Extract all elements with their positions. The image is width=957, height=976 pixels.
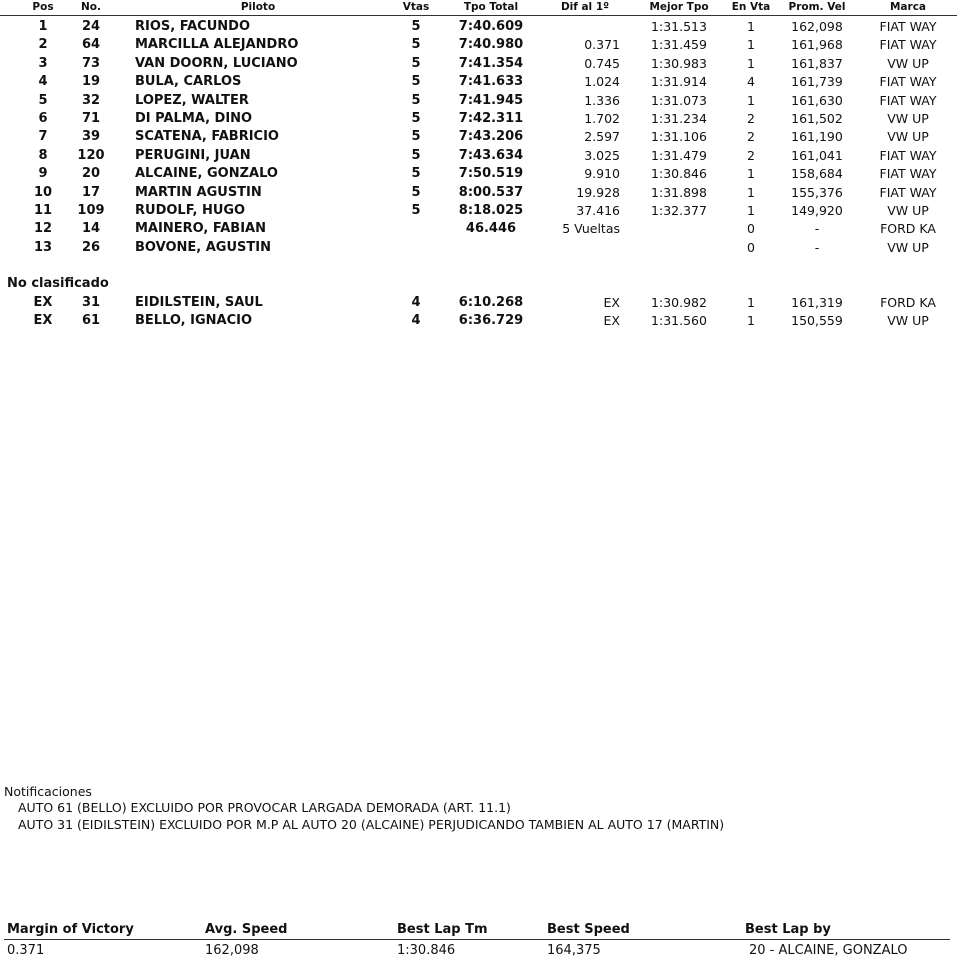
cell-piloto: BULA, CARLOS	[135, 74, 242, 90]
cell-en-vta: 1	[747, 37, 755, 53]
cell-piloto: BOVONE, AGUSTIN	[135, 239, 271, 255]
cell-no: 19	[81, 74, 101, 90]
cell-dif: EX	[603, 313, 620, 329]
cell-piloto: SCATENA, FABRICIO	[135, 129, 279, 145]
table-row	[0, 147, 957, 165]
summary-values	[4, 943, 950, 961]
cell-vtas: 4	[411, 295, 421, 310]
cell-marca: VW UP	[887, 202, 929, 218]
table-row	[0, 312, 957, 330]
cell-piloto: LOPEZ, WALTER	[135, 92, 249, 108]
summary-best-lap-by-value: 20 - ALCAINE, GONZALO	[749, 943, 908, 958]
cell-dif: 9.910	[584, 166, 620, 182]
cell-tpo-total: 7:43.206	[458, 129, 524, 145]
cell-prom-vel: 161,319	[791, 295, 843, 310]
cell-no: 73	[81, 55, 101, 71]
cell-mejor-tpo: 1:30.983	[651, 55, 707, 71]
cell-vtas: 5	[411, 202, 421, 218]
cell-tpo-total: 7:41.633	[458, 74, 524, 90]
cell-dif: 0.371	[584, 37, 620, 53]
notifications-section	[4, 784, 724, 834]
col-header-tpo-total: Tpo Total	[463, 1, 519, 13]
cell-prom-vel: -	[814, 239, 820, 255]
cell-vtas: 4	[411, 313, 421, 329]
cell-tpo-total: 7:40.609	[458, 19, 524, 34]
cell-tpo-total: 7:41.945	[458, 92, 524, 108]
table-row	[0, 92, 957, 110]
cell-pos: 10	[33, 184, 53, 200]
cell-no: 61	[81, 313, 101, 329]
cell-marca: VW UP	[887, 55, 929, 71]
cell-piloto: MARCILLA ALEJANDRO	[135, 37, 299, 53]
cell-en-vta: 1	[747, 92, 755, 108]
cell-marca: VW UP	[887, 129, 929, 145]
cell-vtas: 5	[411, 19, 421, 34]
summary-margin-value: 0.371	[7, 943, 45, 958]
cell-pos: 1	[38, 19, 48, 34]
cell-en-vta: 1	[747, 184, 755, 200]
cell-vtas: 5	[411, 129, 421, 145]
col-header-prom-vel: Prom. Vel	[788, 1, 846, 13]
summary-header-best-speed: Best Speed	[547, 922, 630, 937]
cell-mejor-tpo: 1:30.982	[651, 295, 707, 310]
cell-piloto: RIOS, FACUNDO	[135, 19, 250, 34]
cell-prom-vel: 161,837	[791, 55, 843, 71]
summary-best-lap-tm-value: 1:30.846	[397, 943, 456, 958]
cell-prom-vel: 162,098	[791, 19, 843, 34]
table-row	[0, 184, 957, 202]
cell-tpo-total: 8:18.025	[458, 202, 524, 218]
cell-no: 17	[81, 184, 101, 200]
cell-mejor-tpo: 1:31.914	[651, 74, 707, 90]
cell-dif: EX	[603, 295, 620, 310]
cell-vtas: 5	[411, 147, 421, 163]
table-row	[0, 128, 957, 146]
col-header-marca: Marca	[889, 1, 927, 13]
cell-en-vta: 2	[747, 129, 755, 145]
cell-piloto: ALCAINE, GONZALO	[135, 166, 278, 182]
cell-no: 109	[77, 202, 105, 218]
cell-marca: FIAT WAY	[879, 147, 937, 163]
cell-mejor-tpo: 1:31.898	[651, 184, 707, 200]
cell-pos: 8	[38, 147, 48, 163]
cell-no: 20	[81, 166, 101, 182]
cell-marca: FIAT WAY	[879, 74, 937, 90]
cell-prom-vel: -	[814, 221, 820, 237]
no-clasificado-title: No clasificado	[7, 276, 109, 291]
cell-no: 120	[77, 147, 105, 163]
cell-pos: 5	[38, 92, 48, 108]
cell-marca: VW UP	[887, 313, 929, 329]
cell-tpo-total: 8:00.537	[458, 184, 524, 200]
cell-en-vta: 2	[747, 147, 755, 163]
cell-prom-vel: 158,684	[791, 166, 843, 182]
cell-pos: 3	[38, 55, 48, 71]
cell-no: 64	[81, 37, 101, 53]
cell-mejor-tpo: 1:31.513	[651, 19, 707, 34]
cell-pos: 11	[33, 202, 53, 218]
cell-tpo-total: 7:41.354	[458, 55, 524, 71]
col-header-dif: Dif al 1º	[560, 1, 610, 13]
table-row	[0, 220, 957, 238]
summary-header-avg-speed: Avg. Speed	[205, 922, 288, 937]
results-table-body	[0, 18, 957, 257]
cell-marca: VW UP	[887, 239, 929, 255]
cell-no: 32	[81, 92, 101, 108]
cell-dif: 1.336	[584, 92, 620, 108]
cell-piloto: VAN DOORN, LUCIANO	[135, 55, 298, 71]
col-header-piloto: Piloto	[240, 1, 276, 13]
cell-en-vta: 1	[747, 166, 755, 182]
cell-dif: 1.702	[584, 110, 620, 126]
cell-en-vta: 1	[747, 295, 755, 310]
notifications-title: Notificaciones	[4, 784, 92, 799]
cell-en-vta: 0	[747, 221, 755, 237]
cell-pos: EX	[33, 313, 53, 329]
cell-dif: 19.928	[576, 184, 620, 200]
cell-mejor-tpo: 1:31.560	[651, 313, 707, 329]
col-header-en-vta: En Vta	[731, 1, 771, 13]
cell-mejor-tpo: 1:31.073	[651, 92, 707, 108]
cell-vtas: 5	[411, 92, 421, 108]
notification-line: AUTO 31 (EIDILSTEIN) EXCLUIDO POR M.P AL AUTO 20 (ALCAINE) PERJUDICANDO TAMBIEN AL AUTO 17 (MARTIN)	[18, 817, 725, 832]
cell-dif: 0.745	[584, 55, 620, 71]
cell-dif: 2.597	[584, 129, 620, 145]
cell-prom-vel: 149,920	[791, 202, 843, 218]
cell-pos: EX	[33, 295, 53, 310]
cell-prom-vel: 161,502	[791, 110, 843, 126]
cell-prom-vel: 161,630	[791, 92, 843, 108]
cell-dif: 3.025	[584, 147, 620, 163]
table-row	[0, 36, 957, 54]
cell-marca: FIAT WAY	[879, 184, 937, 200]
summary-header-best-lap-tm: Best Lap Tm	[397, 922, 488, 937]
cell-marca: FIAT WAY	[879, 166, 937, 182]
cell-mejor-tpo: 1:31.459	[651, 37, 707, 53]
cell-piloto: DI PALMA, DINO	[135, 110, 253, 126]
cell-en-vta: 1	[747, 55, 755, 71]
cell-en-vta: 2	[747, 110, 755, 126]
cell-no: 31	[81, 295, 101, 310]
summary-header-best-lap-by: Best Lap by	[745, 922, 831, 937]
cell-vtas: 5	[411, 55, 421, 71]
notification-line: AUTO 61 (BELLO) EXCLUIDO POR PROVOCAR LARGADA DEMORADA (ART. 11.1)	[18, 800, 511, 815]
cell-dif: 5 Vueltas	[562, 221, 620, 237]
cell-prom-vel: 161,190	[791, 129, 843, 145]
cell-piloto: MARTIN AGUSTIN	[135, 184, 262, 200]
cell-tpo-total: 7:42.311	[458, 110, 524, 126]
cell-piloto: BELLO, IGNACIO	[135, 313, 252, 329]
cell-pos: 6	[38, 110, 48, 126]
table-row	[0, 294, 957, 312]
cell-en-vta: 1	[747, 313, 755, 329]
cell-tpo-total: 6:36.729	[458, 313, 524, 329]
col-header-vtas: Vtas	[402, 1, 430, 13]
cell-tpo-total: 7:50.519	[458, 166, 524, 182]
cell-marca: FIAT WAY	[879, 37, 937, 53]
cell-prom-vel: 155,376	[791, 184, 843, 200]
results-table-header	[0, 0, 957, 16]
cell-piloto: MAINERO, FABIAN	[135, 221, 266, 237]
table-row	[0, 202, 957, 220]
cell-mejor-tpo: 1:31.106	[651, 129, 707, 145]
cell-mejor-tpo: 1:32.377	[651, 202, 707, 218]
col-header-pos: Pos	[32, 1, 54, 13]
cell-en-vta: 1	[747, 202, 755, 218]
cell-prom-vel: 161,739	[791, 74, 843, 90]
cell-en-vta: 1	[747, 19, 755, 34]
table-row	[0, 110, 957, 128]
cell-piloto: EIDILSTEIN, SAUL	[135, 295, 263, 310]
cell-pos: 13	[33, 239, 53, 255]
summary-best-speed-value: 164,375	[547, 943, 601, 958]
cell-no: 26	[81, 239, 101, 255]
cell-tpo-total: 6:10.268	[458, 295, 524, 310]
summary-header	[4, 922, 950, 940]
cell-mejor-tpo: 1:30.846	[651, 166, 707, 182]
cell-mejor-tpo: 1:31.234	[651, 110, 707, 126]
cell-en-vta: 0	[747, 239, 755, 255]
cell-pos: 12	[33, 221, 53, 237]
cell-prom-vel: 161,041	[791, 147, 843, 163]
table-row	[0, 18, 957, 36]
table-row	[0, 165, 957, 183]
cell-prom-vel: 161,968	[791, 37, 843, 53]
cell-marca: FIAT WAY	[879, 19, 937, 34]
table-row	[0, 239, 957, 257]
cell-vtas: 5	[411, 184, 421, 200]
cell-marca: FORD KA	[880, 221, 936, 237]
cell-marca: FORD KA	[880, 295, 936, 310]
cell-pos: 7	[38, 129, 48, 145]
cell-no: 14	[81, 221, 101, 237]
no-clasificado-table-body	[0, 294, 957, 331]
cell-vtas: 5	[411, 110, 421, 126]
cell-en-vta: 4	[747, 74, 755, 90]
cell-piloto: RUDOLF, HUGO	[135, 202, 246, 218]
cell-pos: 4	[38, 74, 48, 90]
cell-no: 24	[81, 19, 101, 34]
cell-mejor-tpo: 1:31.479	[651, 147, 707, 163]
table-row	[0, 55, 957, 73]
table-row	[0, 73, 957, 91]
cell-pos: 9	[38, 166, 48, 182]
cell-dif: 1.024	[584, 74, 620, 90]
col-header-no: No.	[81, 1, 101, 13]
cell-vtas: 5	[411, 37, 421, 53]
summary-header-margin: Margin of Victory	[7, 922, 134, 937]
summary-avg-speed-value: 162,098	[205, 943, 259, 958]
cell-prom-vel: 150,559	[791, 313, 843, 329]
cell-pos: 2	[38, 37, 48, 53]
col-header-mejor-tpo: Mejor Tpo	[649, 1, 709, 13]
cell-no: 71	[81, 110, 101, 126]
cell-tpo-total: 7:43.634	[458, 147, 524, 163]
cell-tpo-total: 46.446	[465, 221, 517, 237]
cell-vtas: 5	[411, 74, 421, 90]
cell-dif: 37.416	[576, 202, 620, 218]
cell-vtas: 5	[411, 166, 421, 182]
cell-tpo-total: 7:40.980	[458, 37, 524, 53]
cell-piloto: PERUGINI, JUAN	[135, 147, 251, 163]
cell-no: 39	[81, 129, 101, 145]
cell-marca: VW UP	[887, 110, 929, 126]
cell-marca: FIAT WAY	[879, 92, 937, 108]
